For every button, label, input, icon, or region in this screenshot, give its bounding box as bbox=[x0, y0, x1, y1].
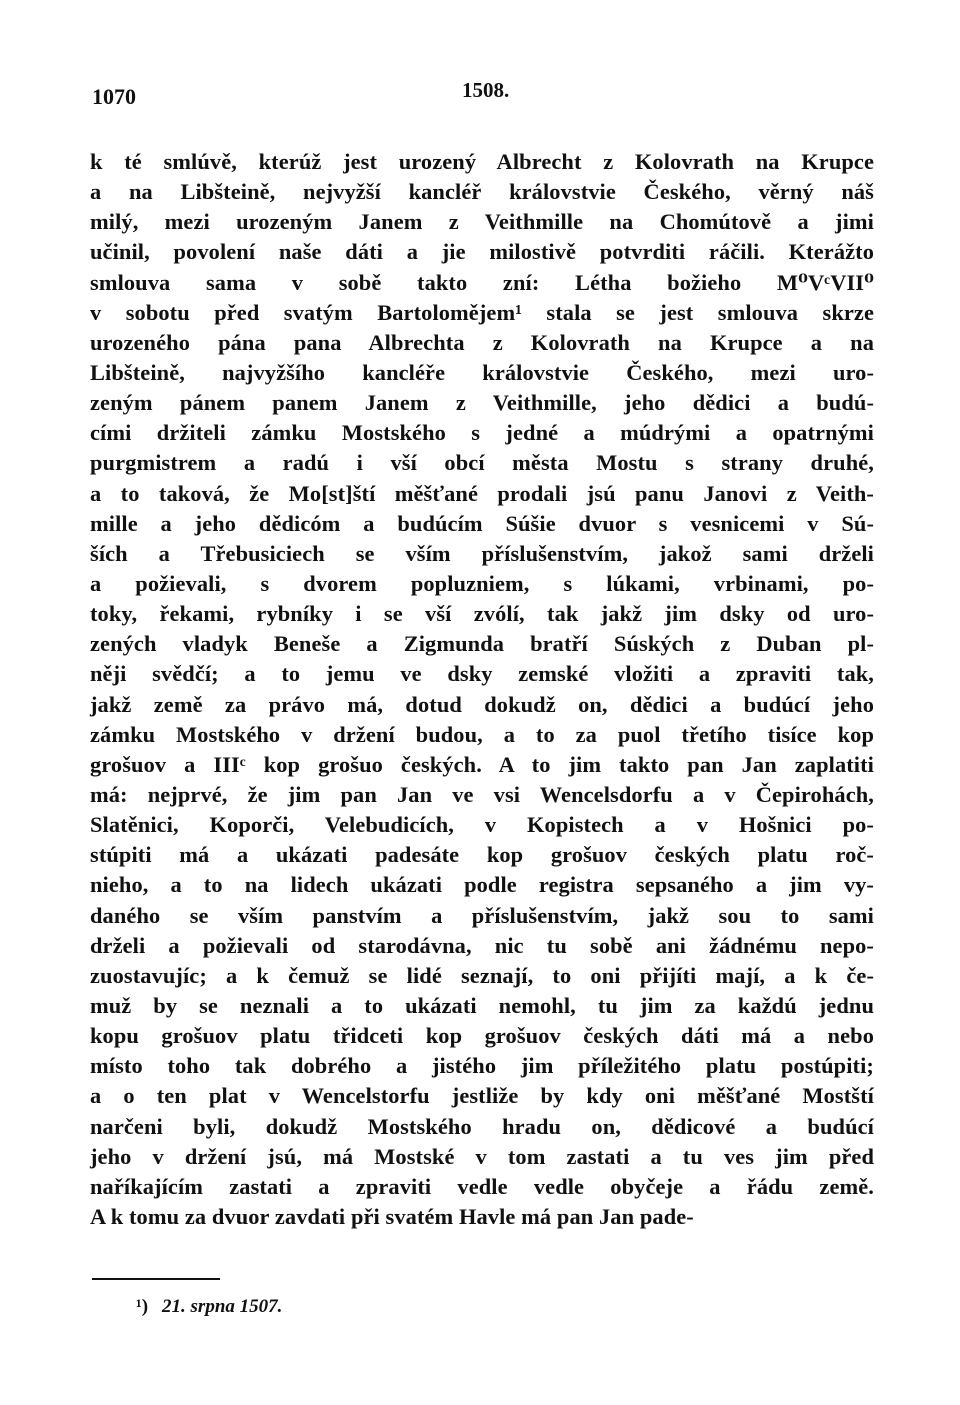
text-line: zámku Mostského v držení budou, a to za puol třetího tisíce kop bbox=[90, 721, 874, 747]
text-line: a na Libšteině, nejvyžší kancléř královstvie Českého, věrný náš bbox=[90, 179, 874, 205]
text-line: A k tomu za dvuor zavdati při svatém Havle má pan Jan pade- bbox=[90, 1203, 694, 1229]
text-line: a o ten plat v Wencelstorfu jestliže by kdy oni měšťané Mostští bbox=[90, 1083, 874, 1109]
footnote-marker: ¹) bbox=[136, 1296, 149, 1317]
running-head-year: 1508. bbox=[462, 78, 510, 102]
text-line: narčeni byli, dokudž Mostského hradu on, dědicové a budúcí bbox=[90, 1113, 874, 1139]
page-header bbox=[92, 78, 872, 114]
text-line: toky, řekami, rybníky i se vší zvólí, tak jakž jim dsky od uro- bbox=[90, 601, 874, 627]
text-line: a požievali, s dvorem popluzniem, s lúkami, vrbinami, po- bbox=[90, 570, 874, 596]
text-line: Slatěnici, Koporči, Velebudicích, v Kopistech a v Hošnici po- bbox=[90, 812, 874, 838]
footnote-text: 21. srpna 1507. bbox=[162, 1296, 283, 1317]
text-line: urozeného pána pana Albrechta z Kolovrath na Krupce a na bbox=[90, 329, 874, 355]
text-line: nieho, a to na lidech ukázati podle registra sepsaného a jim vy- bbox=[90, 872, 874, 898]
text-line: mille a jeho dědicóm a budúcím Súšie dvuor s vesnicemi v Sú- bbox=[90, 510, 874, 536]
text-line: učinil, povolení naše dáti a jie milostivě potvrditi ráčili. Kterážto bbox=[90, 239, 874, 265]
footnote-divider bbox=[92, 1278, 220, 1280]
text-line: smlouva sama v sobě takto zní: Létha božieho M⁰VᶜVII⁰ bbox=[90, 269, 874, 295]
text-line: kopu grošuov platu třidceti kop grošuov českých dáti má a nebo bbox=[90, 1023, 874, 1049]
text-line: milý, mezi urozeným Janem z Veithmille na Chomútově a jimi bbox=[90, 209, 874, 235]
body-text bbox=[90, 147, 874, 1232]
text-line: a to taková, že Mo[st]ští měšťané prodali jsú panu Janovi z Veith- bbox=[90, 480, 874, 506]
text-line: zeným pánem panem Janem z Veithmille, jeho dědici a budú- bbox=[90, 390, 874, 416]
text-line: cími držiteli zámku Mostského s jedné a múdrými a opatrnými bbox=[90, 420, 874, 446]
text-line: ších a Třebusiciech se vším příslušenstvím, jakož sami drželi bbox=[90, 540, 874, 566]
text-line: zuostavujíc; a k čemuž se lidé seznají, to oni přijíti mají, a k če- bbox=[90, 962, 874, 988]
text-line: purgmistrem a radú i vší obcí města Mostu s strany druhé, bbox=[90, 450, 874, 476]
text-line: Libšteině, najvyžšího kancléře královstvie Českého, mezi uro- bbox=[90, 359, 874, 385]
text-line: v sobotu před svatým Bartolomějem¹ stala se jest smlouva skrze bbox=[90, 299, 874, 325]
page-number: 1070 bbox=[92, 84, 136, 109]
text-line: zených vladyk Beneše a Zigmunda bratří Súských z Duban pl- bbox=[90, 631, 874, 657]
text-line: jakž země za právo má, dotud dokudž on, dědici a budúcí jeho bbox=[90, 691, 874, 717]
text-line: drželi a požievali od starodávna, nic tu sobě ani žádnému nepo- bbox=[90, 932, 874, 958]
text-line: místo toho tak dobrého a jistého jim příležitého platu postúpiti; bbox=[90, 1053, 874, 1079]
text-line: stúpiti má a ukázati padesáte kop grošuov českých platu roč- bbox=[90, 842, 874, 868]
text-line: k té smlúvě, kterúž jest urozený Albrecht z Kolovrath na Krupce bbox=[90, 149, 874, 174]
text-line: muž by se neznali a to ukázati nemohl, tu jim za každú jednu bbox=[90, 992, 874, 1018]
footnote bbox=[136, 1296, 282, 1318]
text-line: něji svědčí; a to jemu ve dsky zemské vložiti a zpraviti tak, bbox=[90, 661, 874, 687]
text-line: má: nejprvé, že jim pan Jan ve vsi Wencelsdorfu a v Čepirohách, bbox=[90, 781, 874, 807]
text-line: daného se vším panstvím a příslušenstvím, jakž sou to sami bbox=[90, 902, 874, 928]
text-line: jeho v držení jsú, má Mostské v tom zastati a tu ves jim před bbox=[90, 1143, 874, 1169]
text-line: grošuov a IIIᶜ kop grošuo českých. A to jim takto pan Jan zaplatiti bbox=[90, 751, 874, 777]
text-line: naříkajícím zastati a zpraviti vedle vedle obyčeje a řádu země. bbox=[90, 1173, 874, 1199]
